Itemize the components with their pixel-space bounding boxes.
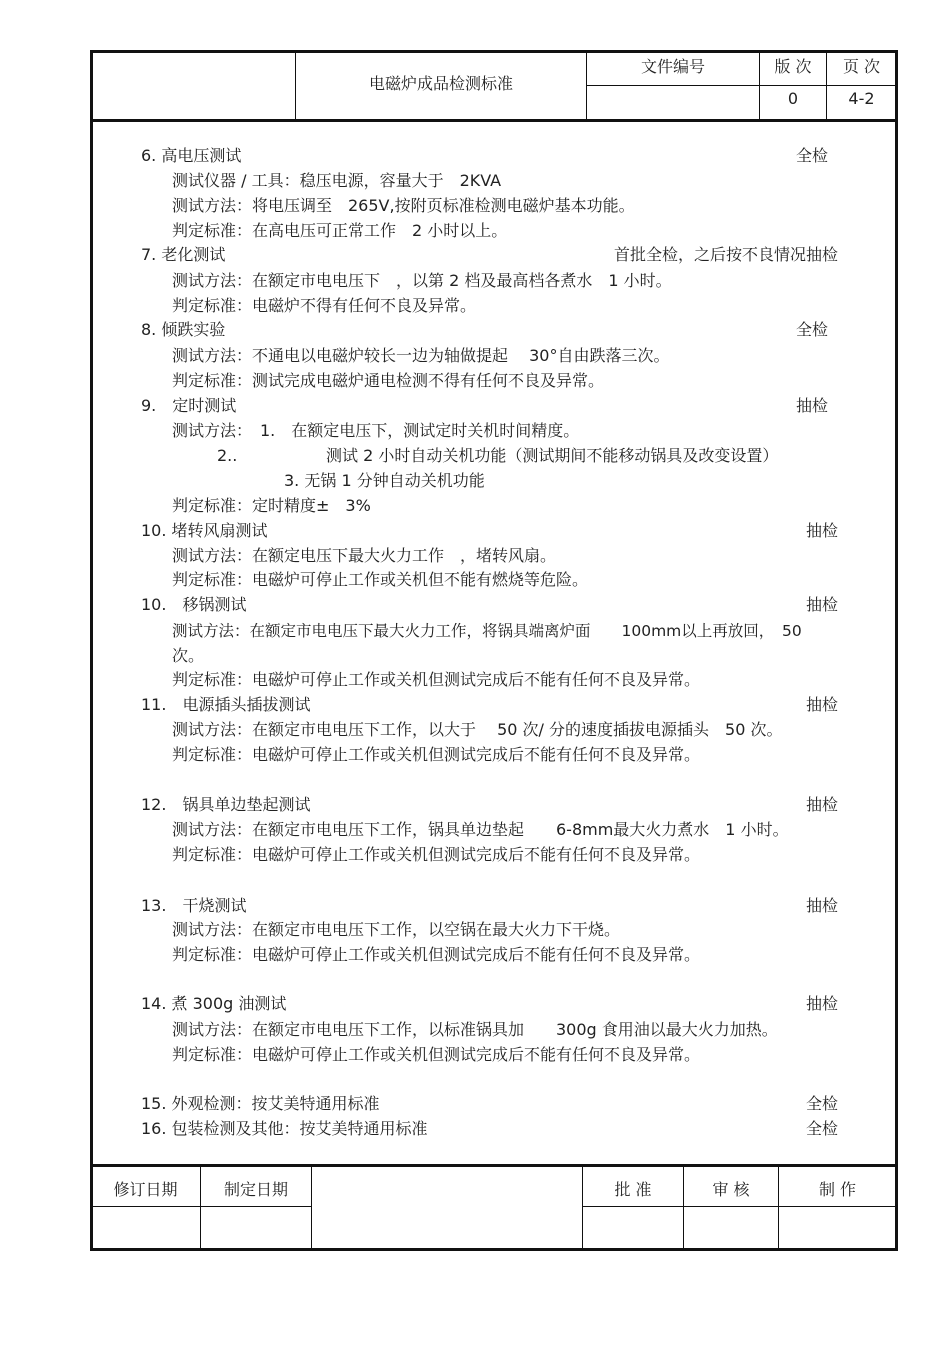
inspection-tag: 首批全检，之后按不良情况抽检 bbox=[614, 245, 839, 264]
page-value: 4-2 bbox=[848, 89, 875, 108]
footer-divider bbox=[683, 1165, 684, 1250]
section-line: 判定标准：定时精度± 3% bbox=[172, 496, 371, 515]
section-heading: 10. 堵转风扇测试 bbox=[141, 521, 268, 540]
section-heading: 8. 倾跌实验 bbox=[141, 320, 226, 339]
revise-date-label: 修订日期 bbox=[113, 1180, 178, 1199]
footer-top-border bbox=[90, 1164, 898, 1167]
page-label: 页 次 bbox=[842, 57, 881, 76]
approve-label: 批 准 bbox=[614, 1180, 652, 1199]
section-line: 判定标准：电磁炉可停止工作或关机但测试完成后不能有任何不良及异常。 bbox=[172, 670, 701, 689]
section-line: 测试方法：在额定市电电压下工作，锅具单边垫起 6-8mm最大火力煮水 1 小时。 bbox=[172, 820, 789, 839]
section-line: 测试方法：在额定市电电压下工作，以大于 50 次/ 分的速度插拔电源插头 50 次。 bbox=[172, 720, 783, 739]
version-value: 0 bbox=[787, 89, 799, 108]
inspection-tag: 抽检 bbox=[806, 521, 839, 540]
section-heading: 10. 移锅测试 bbox=[141, 595, 247, 614]
section-heading: 14. 煮 300g 油测试 bbox=[141, 994, 287, 1013]
section-heading: 13. 干烧测试 bbox=[141, 896, 247, 915]
section-heading: 12. 锅具单边垫起测试 bbox=[141, 795, 311, 814]
section-heading: 16. 包装检测及其他：按艾美特通用标准 bbox=[141, 1119, 428, 1138]
inspection-tag: 全检 bbox=[796, 320, 829, 339]
make-label: 制 作 bbox=[818, 1180, 857, 1199]
section-line: 测试仪器 / 工具：稳压电源，容量大于 2KVA bbox=[172, 171, 502, 190]
footer-divider bbox=[90, 1206, 312, 1207]
section-line: 测试方法：在额定市电电压下工作，以空锅在最大火力下干烧。 bbox=[172, 920, 621, 939]
footer-divider bbox=[582, 1206, 898, 1207]
inspection-tag: 抽检 bbox=[806, 896, 839, 915]
section-line: 判定标准：电磁炉可停止工作或关机但测试完成后不能有任何不良及异常。 bbox=[172, 745, 701, 764]
section-line: 测试方法：不通电以电磁炉较长一边为轴做提起 30°自由跌落三次。 bbox=[172, 346, 670, 365]
section-line: 判定标准：电磁炉可停止工作或关机但测试完成后不能有任何不良及异常。 bbox=[172, 845, 701, 864]
header-bottom-border bbox=[90, 119, 898, 122]
header-divider bbox=[586, 85, 896, 86]
section-line: 判定标准：测试完成电磁炉通电检测不得有任何不良及异常。 bbox=[172, 371, 605, 390]
review-label: 审 核 bbox=[712, 1180, 750, 1199]
section-line: 测试方法：在额定市电电压下最大火力工作，将锅具端离炉面 100mm以上再放回， 50 bbox=[172, 622, 802, 640]
section-line: 判定标准：电磁炉不得有任何不良及异常。 bbox=[172, 296, 477, 315]
section-line: 2.. bbox=[217, 446, 238, 465]
made-date-label: 制定日期 bbox=[223, 1180, 288, 1199]
footer-divider bbox=[311, 1165, 312, 1250]
section-heading: 7. 老化测试 bbox=[141, 245, 226, 264]
inspection-tag: 全检 bbox=[796, 146, 829, 165]
section-line: 测试方法：在额定市电电压下工作，以标准锅具加 300g 食用油以最大火力加热。 bbox=[172, 1020, 778, 1039]
section-line: 测试方法：在额定电压下最大火力工作 ，堵转风扇。 bbox=[172, 546, 557, 565]
footer-divider bbox=[778, 1165, 779, 1250]
inspection-tag: 全检 bbox=[806, 1119, 839, 1138]
inspection-tag: 抽检 bbox=[806, 695, 839, 714]
doc-title: 电磁炉成品检测标准 bbox=[368, 74, 513, 93]
footer-divider bbox=[582, 1165, 583, 1250]
section-heading: 9. 定时测试 bbox=[141, 396, 237, 415]
section-line: 次。 bbox=[172, 646, 205, 665]
inspection-tag: 抽检 bbox=[796, 396, 829, 415]
doc-number-label: 文件编号 bbox=[640, 57, 705, 76]
section-line: 判定标准：电磁炉可停止工作或关机但测试完成后不能有任何不良及异常。 bbox=[172, 945, 701, 964]
inspection-tag: 抽检 bbox=[806, 795, 839, 814]
inspection-tag: 抽检 bbox=[806, 595, 839, 614]
version-label: 版 次 bbox=[774, 57, 812, 76]
section-heading: 15. 外观检测：按艾美特通用标准 bbox=[141, 1094, 380, 1113]
section-heading: 6. 高电压测试 bbox=[141, 146, 242, 165]
section-heading: 11. 电源插头插拔测试 bbox=[141, 695, 311, 714]
section-line: 3. 无锅 1 分钟自动关机功能 bbox=[284, 471, 485, 490]
inspection-tag: 抽检 bbox=[806, 994, 839, 1013]
footer-divider bbox=[200, 1165, 201, 1250]
section-line: 测试方法：在额定市电电压下 ，以第 2 档及最高档各煮水 1 小时。 bbox=[172, 271, 672, 290]
inspection-tag: 全检 bbox=[806, 1094, 839, 1113]
section-line: 测试 2 小时自动关机功能（测试期间不能移动锅具及改变设置） bbox=[326, 446, 779, 465]
section-line: 判定标准：电磁炉可停止工作或关机但测试完成后不能有任何不良及异常。 bbox=[172, 1045, 701, 1064]
section-line: 判定标准：电磁炉可停止工作或关机但不能有燃烧等危险。 bbox=[172, 570, 589, 589]
section-line: 判定标准：在高电压可正常工作 2 小时以上。 bbox=[172, 221, 508, 240]
section-line: 测试方法： 1. 在额定电压下，测试定时关机时间精度。 bbox=[172, 421, 580, 440]
section-line: 测试方法：将电压调至 265V,按附页标准检测电磁炉基本功能。 bbox=[172, 196, 635, 215]
